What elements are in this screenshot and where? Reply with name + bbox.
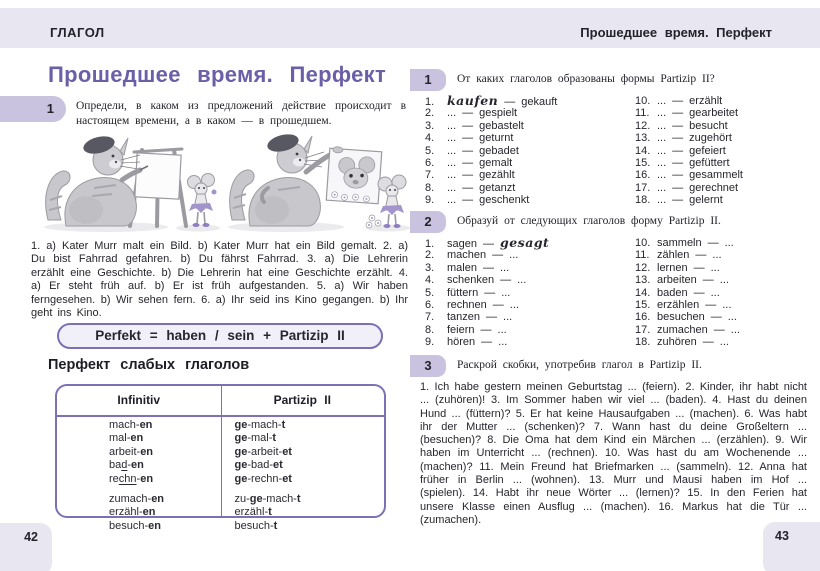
verb-left: ...	[447, 107, 457, 120]
verb-pair	[425, 120, 557, 132]
item-number: 4.	[425, 132, 435, 145]
verb-pair	[425, 169, 557, 181]
verb-left: schenken	[447, 274, 495, 287]
verb-right: gesammelt	[689, 169, 743, 182]
item-number: 6.	[425, 156, 435, 169]
verb-right: geschenkt	[479, 194, 530, 207]
verb-right: ...	[509, 249, 519, 262]
dash: —	[492, 249, 504, 262]
infinitiv-cell: arbeit-en	[109, 445, 154, 458]
exercise-number: 1	[46, 101, 54, 116]
verb-right: gerechnet	[689, 181, 739, 194]
running-head-right: Прошедшее время. Перфект	[580, 25, 772, 40]
verb-left: sagen	[447, 238, 477, 250]
verb-left: arbeiten	[657, 274, 697, 287]
verb-right: gearbeitet	[689, 107, 739, 120]
verb-pair	[425, 249, 549, 261]
dash: —	[702, 336, 714, 349]
page-title: Прошедшее время. Перфект	[48, 62, 387, 87]
exercise-1-badge-right: 1	[410, 69, 446, 91]
infinitiv-cell: besuch-en	[109, 519, 161, 532]
dash: —	[462, 156, 474, 169]
verb-pair	[635, 249, 740, 261]
dash: —	[482, 238, 494, 250]
table-row	[57, 520, 384, 533]
table-row-group	[57, 493, 384, 533]
dash: —	[462, 194, 474, 207]
verb-left: ...	[657, 181, 667, 194]
verb-left: ...	[657, 156, 667, 169]
cat-painter	[46, 133, 148, 226]
verb-pair	[635, 182, 743, 194]
dash: —	[672, 194, 684, 207]
table-row-group	[57, 419, 384, 486]
partizip-cell: besuch-t	[234, 519, 278, 532]
verb-pair	[635, 120, 743, 132]
table-row	[57, 459, 384, 472]
item-number: 17.	[635, 323, 651, 336]
verb-left: sammeln	[657, 237, 702, 249]
dash: —	[462, 132, 474, 145]
mouse-model	[188, 174, 217, 228]
dash: —	[462, 181, 474, 194]
dash: —	[504, 96, 516, 108]
verb-left: füttern	[447, 286, 479, 299]
verb-pair	[635, 311, 740, 323]
item-number: 2.	[425, 107, 435, 120]
infinitiv-cell: zumach-en	[109, 493, 165, 506]
verb-pair	[635, 107, 743, 119]
exercise-1-sentences: 1. a) Kater Murr malt ein Bild. b) Kater Murr hat ein Bild gemalt. 2. a) Du bist Fahrrad gefahren. b) Du fährst Fahrrad. 3. a) Die Lehrerin erzählt eine Geschichte. b) Die Lehrerin hat eine Geschichte erzählt. 4. a) Er steht früh auf. b) Er ist früh aufgestanden. 5. a) Wir haben ferngesehen. b) Wir sehen fern. 6. a) Ihr seid ins Kino gegangen. b) Ihr geht ins Kino.	[31, 240, 408, 320]
verb-pair	[425, 157, 557, 169]
item-number: 9.	[425, 336, 435, 349]
verb-pair	[635, 237, 740, 249]
dash: —	[672, 181, 684, 194]
dash: —	[480, 323, 492, 336]
dash: —	[702, 274, 714, 287]
verb-left: feiern	[447, 323, 475, 336]
verb-right: ...	[727, 311, 737, 324]
verb-left: ...	[657, 95, 667, 107]
verb-pair	[425, 336, 549, 348]
partizip-cell: erzähl-t	[234, 506, 272, 519]
dash: —	[481, 336, 493, 349]
item-number: 10.	[635, 237, 651, 249]
verb-left: ...	[447, 169, 457, 182]
exercise-3-text: 1. Ich habe gestern meinen Geburtstag ... (feiern). 2. Kinder, ihr habt nicht ... (zuhören)! 3. Im Sommer haben wir viel ... (baden). 4. Hast du deinen Hund ... (füttern)? 5. Er hat keine Hausaufgaben ... (machen). 6. Was habt ihr der Mutter ... (schenken)? 7. Wann hast du deine Großeltern ... (besuchen)? 8. Die Oma hat dem Kind ein Märchen ... (erzählen). 9. Wir haben im Unterricht ... (rechnen). 10. Was hast du am Wochenende ... (machen)? 11. Mein Freund hat Briefmarken ... (sammeln). 12. Anna hat früher in Berlin ... (wohnen). 13. Murr und Mausi haben im Hof ... (spielen). 14. Habt ihr neue Wörter ... (lernen)? 15. In den Ferien hat unsere Klasse einen Ausflug ... (machen). 16. Markus hat die Tür ... (zumachen).	[420, 381, 807, 526]
table-header-divider	[57, 415, 384, 417]
dash: —	[462, 169, 474, 182]
dash: —	[707, 237, 719, 249]
verb-left: ...	[657, 132, 667, 145]
verb-left: zuhören	[657, 336, 697, 349]
dash: —	[672, 156, 684, 169]
verb-left: ...	[447, 144, 457, 157]
verb-pair	[635, 336, 740, 348]
partizip-cell: ge-rechn-et	[234, 472, 292, 485]
verb-pair	[635, 274, 740, 286]
dash: —	[492, 298, 504, 311]
verb-left: tanzen	[447, 311, 481, 324]
item-number: 9.	[425, 194, 435, 207]
page-number-right: 43	[775, 529, 789, 543]
verb-left: malen	[447, 261, 477, 274]
page-number-badge-right	[763, 522, 820, 571]
verb-right: gelernt	[689, 194, 723, 207]
verb-pair	[635, 262, 740, 274]
exercise-2-badge: 2	[410, 211, 446, 233]
table-header-infinitiv: Infinitiv	[117, 393, 161, 407]
item-number: 12.	[635, 261, 651, 274]
verb-pair	[425, 274, 549, 286]
exercise-1-list-column-1	[425, 95, 557, 207]
item-number: 16.	[635, 311, 651, 324]
item-number: 13.	[635, 132, 651, 145]
verb-pair	[425, 182, 557, 194]
verb-pair	[635, 169, 743, 181]
item-number: 3.	[425, 261, 435, 274]
handwritten-word: gesagt	[499, 235, 550, 250]
verb-pair	[635, 194, 743, 206]
verb-right: besucht	[689, 119, 728, 132]
cat-showing	[230, 131, 330, 226]
partizip-cell: zu-ge-mach-t	[234, 493, 301, 506]
verb-left: baden	[657, 286, 688, 299]
exercise-1-list-column-2	[635, 95, 743, 207]
item-number: 7.	[425, 311, 435, 324]
verb-pair	[635, 287, 740, 299]
verb-right: ...	[503, 311, 513, 324]
verb-right: ...	[719, 274, 729, 287]
item-number: 3.	[425, 119, 435, 132]
dash: —	[693, 261, 705, 274]
illustration-cats-and-mouse	[36, 130, 410, 234]
partizip-cell: ge-bad-et	[234, 459, 283, 472]
infinitiv-cell: erzähl-en	[109, 506, 156, 519]
item-number: 10.	[635, 95, 651, 107]
verb-left: ...	[657, 194, 667, 207]
tutu	[380, 205, 404, 215]
verb-left: ...	[447, 156, 457, 169]
table-row	[57, 432, 384, 445]
dash: —	[672, 119, 684, 132]
verb-pair	[635, 132, 743, 144]
verb-right: ...	[710, 261, 720, 274]
mouse-portrait	[326, 146, 382, 203]
dash: —	[672, 169, 684, 182]
verb-left: rechnen	[447, 298, 487, 311]
item-number: 13.	[635, 274, 651, 287]
partizip-cell: ge-mach-t	[234, 419, 286, 431]
item-number: 15.	[635, 298, 651, 311]
perfekt-formula-box: Perfekt = haben / sein + Partizip II	[57, 323, 383, 349]
item-number: 14.	[635, 286, 651, 299]
verb-right: gefüttert	[689, 156, 730, 169]
weak-verbs-table	[55, 384, 386, 532]
dash: —	[482, 261, 494, 274]
verb-pair	[425, 107, 557, 119]
verb-right: ...	[499, 261, 510, 274]
table-row	[57, 493, 384, 506]
exercise-1-instruction-right: От каких глаголов образованы формы Partizip II?	[457, 73, 715, 85]
table-row	[57, 419, 384, 432]
item-number: 12.	[635, 119, 651, 132]
verb-pair	[635, 299, 740, 311]
item-number: 18.	[635, 194, 651, 207]
dash: —	[462, 144, 474, 157]
verb-pair	[425, 287, 549, 299]
page-number-left: 42	[24, 530, 38, 544]
table-row	[57, 506, 384, 519]
verb-left: erzählen	[657, 298, 700, 311]
dash: —	[672, 107, 684, 120]
dash: —	[500, 274, 512, 287]
scene-painting	[44, 133, 220, 232]
dash: —	[672, 95, 684, 107]
table-row	[57, 446, 384, 459]
verb-pair	[635, 324, 740, 336]
item-number: 11.	[635, 107, 650, 120]
partizip-cell: ge-arbeit-et	[234, 445, 292, 458]
verb-left: machen	[447, 249, 487, 262]
item-number: 8.	[425, 181, 435, 194]
verb-right: ...	[724, 237, 734, 249]
verb-pair	[635, 157, 743, 169]
infinitiv-cell: mach-en	[109, 419, 153, 431]
exercise-2-instruction: Образуй от следующих глаголов форму Partizip II.	[457, 215, 721, 227]
verb-pair	[425, 299, 549, 311]
verb-right: getanzt	[479, 181, 516, 194]
verb-right: gemalt	[479, 156, 513, 169]
item-number: 8.	[425, 323, 435, 336]
verb-right: ...	[712, 249, 722, 262]
verb-left: ...	[657, 107, 667, 120]
item-number: 4.	[425, 274, 435, 287]
table-heading: Перфект слабых глаголов	[48, 357, 250, 373]
verb-right: ...	[719, 336, 729, 349]
item-number: 18.	[635, 336, 651, 349]
exercise-3-badge: 3	[410, 355, 446, 377]
exercise-1-badge-left	[0, 96, 66, 122]
exercise-1-instruction: Определи, в каком из предложений действие происходит в настоящем времени, а в каком — в прошедшем.	[76, 100, 406, 127]
verb-right: ...	[498, 336, 508, 349]
dash: —	[462, 119, 474, 132]
verb-right: gefeiert	[689, 144, 726, 157]
infinitiv-cell: bad-en	[109, 459, 144, 472]
running-head-left: ГЛАГОЛ	[50, 25, 105, 40]
item-number: 7.	[425, 169, 435, 182]
item-number: 2.	[425, 249, 435, 262]
item-number: 15.	[635, 156, 651, 169]
handwritten-word: kaufen	[447, 93, 499, 108]
verb-pair	[425, 145, 557, 157]
verb-left: besuchen	[657, 311, 705, 324]
verb-pair	[635, 95, 743, 107]
verb-right: ...	[501, 286, 511, 299]
verb-right: gebadet	[479, 144, 519, 157]
verb-left: ...	[657, 144, 667, 157]
table-body	[57, 419, 384, 533]
item-number: 1.	[425, 238, 435, 250]
verb-pair	[425, 194, 557, 206]
infinitiv-cell: mal-en	[109, 432, 144, 445]
verb-left: ...	[447, 181, 457, 194]
verb-pair	[635, 145, 743, 157]
dash: —	[486, 311, 498, 324]
verb-left: ...	[447, 132, 457, 145]
verb-pair	[425, 237, 549, 249]
exercise-3-instruction: Раскрой скобки, употребив глагол в Partizip II.	[457, 359, 702, 371]
verb-left: ...	[657, 169, 667, 182]
dash: —	[713, 323, 725, 336]
scene-showing-portrait	[228, 131, 410, 232]
verb-right: gespielt	[479, 107, 518, 120]
verb-right: ...	[517, 274, 527, 287]
item-number: 11.	[635, 249, 650, 262]
item-number: 17.	[635, 181, 651, 194]
item-number: 5.	[425, 286, 435, 299]
item-number: 5.	[425, 144, 435, 157]
exercise-2-list-column-2	[635, 237, 740, 349]
verb-right: gezählt	[479, 169, 515, 182]
item-number: 16.	[635, 169, 651, 182]
item-number: 1.	[425, 96, 435, 108]
verb-right: ...	[509, 298, 519, 311]
verb-left: zählen	[657, 249, 690, 262]
verb-left: ...	[657, 119, 667, 132]
verb-right: geturnt	[479, 132, 514, 145]
verb-right: gekauft	[521, 96, 558, 108]
verb-right: ...	[497, 323, 507, 336]
verb-left: ...	[447, 119, 457, 132]
verb-right: ...	[710, 286, 720, 299]
table-header-partizip: Partizip II	[273, 393, 331, 407]
partizip-cell: ge-mal-t	[234, 432, 277, 445]
verb-right: zugehört	[689, 132, 732, 145]
dash: —	[695, 249, 707, 262]
verb-pair	[425, 311, 549, 323]
infinitiv-cell: rechn-en	[109, 472, 154, 485]
dash: —	[462, 107, 474, 120]
dash: —	[672, 132, 684, 145]
verb-pair	[425, 95, 557, 107]
verb-right: ...	[722, 298, 732, 311]
verb-left: lernen	[657, 261, 688, 274]
verb-right: ...	[730, 323, 740, 336]
item-number: 14.	[635, 144, 651, 157]
page-number-badge-left	[0, 523, 52, 571]
verb-pair	[425, 324, 549, 336]
dash: —	[710, 311, 722, 324]
table-row	[57, 473, 384, 486]
verb-left: zumachen	[657, 323, 708, 336]
verb-left: hören	[447, 336, 476, 349]
verb-right: gebastelt	[479, 119, 524, 132]
dash: —	[672, 144, 684, 157]
canvas	[135, 153, 181, 199]
dash: —	[705, 298, 717, 311]
verb-left: ...	[447, 194, 457, 207]
tutu	[189, 203, 213, 213]
dash: —	[484, 286, 496, 299]
exercise-2-list-column-1	[425, 237, 549, 349]
item-number: 6.	[425, 298, 435, 311]
verb-pair	[425, 132, 557, 144]
verb-right: erzählt	[689, 95, 723, 107]
dash: —	[693, 286, 705, 299]
verb-pair	[425, 262, 549, 274]
